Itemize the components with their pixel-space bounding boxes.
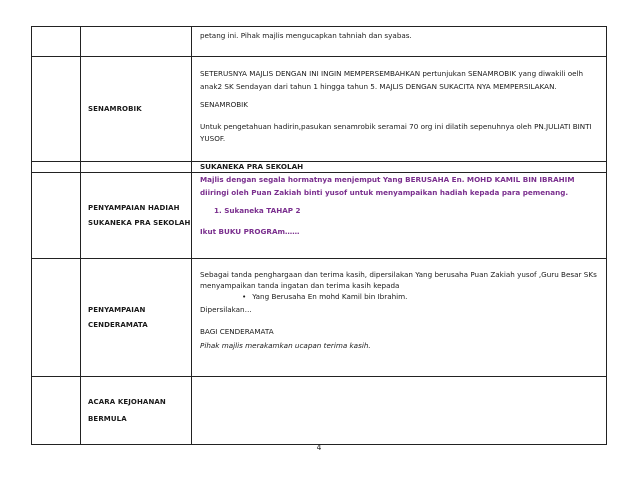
script-paragraph: SETERUSNYA MAJLIS DENGAN INI INGIN MEMPERSEMBAHKAN pertunjukan SENAMROBIK yang diwakili oelh anak2 SK Sendayan dari tahun 1 hingga tahun 5. MAJLIS DENGAN SUKACITA NYA MEMPERSILAKAN. [200,69,584,91]
item-label: BERMULA [88,415,127,423]
table-row [32,259,607,377]
item-cell [81,173,192,259]
table-row [32,377,607,445]
continuation-text: petang ini. Pihak majlis mengucapkan tahniah dan syabas. [200,31,412,40]
script-paragraph: SENAMROBIK [200,100,249,109]
item-label: PENYAMPAIAN [88,305,146,314]
number-cell [32,259,81,377]
table-row [32,162,607,173]
number-cell [32,162,81,173]
number-cell [32,173,81,259]
program-note: Ikut BUKU PROGRAm…… [200,226,300,236]
item-label: CENDERAMATA [88,321,148,329]
script-paragraph: Dipersilakan… [200,305,252,314]
number-cell [32,57,81,162]
item-cell [81,162,192,173]
script-cell [192,377,607,445]
script-paragraph: Untuk pengetahuan hadirin,pasukan senamrobik seramai 70 org ini dilatih sepenuhnya oleh PN.JULIATI BINTI YUSOF. [200,121,592,143]
table-row [32,173,607,259]
item-label: ACARA KEJOHANAN [88,397,166,406]
program-script-table [31,26,607,445]
script-cell [192,27,607,57]
page-number: 4 [316,443,322,452]
item-cell [81,27,192,57]
script-cell [192,173,607,259]
section-heading: SUKANEKA PRA SEKOLAH [200,162,304,171]
item-cell [81,57,192,162]
item-label: PENYAMPAIAN HADIAH [88,203,180,212]
script-cell [192,259,607,377]
item-label: SENAMROBIK [88,104,142,113]
script-cell [192,162,607,173]
table-row [32,57,607,162]
numbered-item: 1. Sukaneka TAHAP 2 [214,206,301,215]
script-paragraph: BAGI CENDERAMATA [200,326,274,336]
number-cell [32,27,81,57]
invitation-text: Majlis dengan segala hormatnya menjemput Yang BERUSAHA En. MOHD KAMIL BIN IBRAHIM diiringi oleh Puan Zakiah binti yusof untuk menyampaikan hadiah kepada para pemenang. [200,175,575,197]
number-cell [32,377,81,445]
script-cell [192,57,607,162]
item-cell [81,377,192,445]
script-paragraph: Pihak majlis merakamkan ucapan terima kasih. [200,341,371,350]
script-paragraph: Sebagai tanda penghargaan dan terima kasih, dipersilakan Yang berusaha Puan Zakiah yusof ,Guru Besar SKs menyampaikan tanda ingatan dan terima kasih kepada [200,270,597,290]
item-label: SUKANEKA PRA SEKOLAH [88,219,191,227]
table-row [32,27,607,57]
bullet-item: • Yang Berusaha En mohd Kamil bin Ibrahim. [200,291,600,302]
item-cell [81,259,192,377]
